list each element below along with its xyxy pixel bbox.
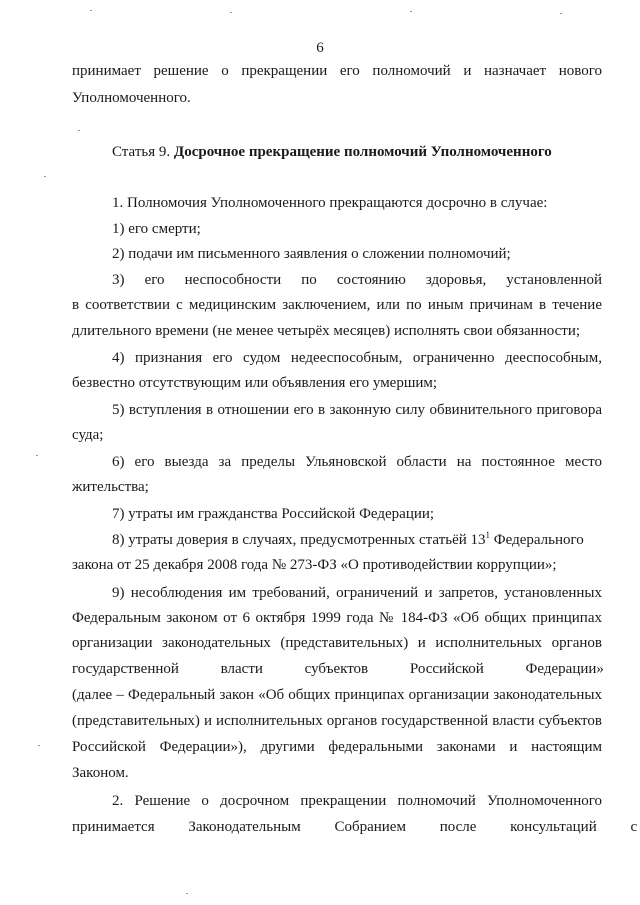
text-line: жительства; [72,479,149,495]
text-line: в соответствии с медицинским заключением, или по иным причинам в течение [72,297,602,313]
scan-speck [90,10,92,11]
text-line: суда; [72,427,104,443]
text-line: (далее – Федеральный закон «Об общих принципах организации законодательных [72,687,602,703]
list-item-6: 6) его выезда за пределы Ульяновской области на постоянное место [112,454,602,470]
scan-speck [36,455,38,456]
text-fragment: 8) утраты доверия в случаях, предусмотренных статьёй 13 [112,532,486,548]
scan-speck [560,13,562,14]
article-title: Досрочное прекращение полномочий Уполномоченного [173,144,552,160]
list-item-1: 1) его смерти; [112,221,201,237]
text-line: Федеральным законом от 6 октября 1999 года № 184-ФЗ «Об общих принципах [72,610,602,626]
scan-speck [186,893,188,894]
list-item-2: 2) подачи им письменного заявления о сложении полномочий; [112,246,511,262]
list-item-3: 3) его неспособности по состоянию здоровья, установленной [112,272,602,288]
text-line: организации законодательных (представительных) и исполнительных органов [72,635,602,651]
paragraph-1-intro: 1. Полномочия Уполномоченного прекращаются досрочно в случае: [112,195,548,211]
scan-speck [44,176,46,177]
scan-speck [78,130,80,131]
text-line: Законом. [72,765,129,781]
text-line: (представительных) и исполнительных органов государственной власти субъектов [72,713,602,729]
text-line: закона от 25 декабря 2008 года № 273-ФЗ «О противодействии коррупции»; [72,557,557,573]
text-line: Уполномоченного. [72,90,191,106]
page-number: 6 [316,40,324,56]
paragraph-2: 2. Решение о досрочном прекращении полномочий Уполномоченного [112,793,602,809]
text-fragment: Федерального [490,532,584,548]
text-line: длительного времени (не менее четырёх месяцев) исполнять свои обязанности; [72,323,581,339]
article-number: Статья 9. [112,144,174,160]
list-item-8 [112,531,602,549]
scan-speck [230,12,232,13]
list-item-7: 7) утраты им гражданства Российской Федерации; [112,506,435,522]
text-line: безвестно отсутствующим или объявления его умершим; [72,375,438,391]
scan-speck [38,745,40,746]
scan-speck [410,11,412,12]
text-line: принимает решение о прекращении его полномочий и назначает нового [72,63,602,79]
list-item-5: 5) вступления в отношении его в законную силу обвинительного приговора [112,402,602,418]
text-line: государственной власти субъектов Российской Федерации» [72,661,604,677]
list-item-9: 9) несоблюдения им требований, ограничений и запретов, установленных [112,585,602,601]
text-line: принимается Законодательным Собранием после консультаций с [72,819,638,835]
article-heading [112,143,552,161]
superscript: 1 [485,530,491,540]
text-line: Российской Федерации»), другими федеральными законами и настоящим [72,739,602,755]
list-item-4: 4) признания его судом недееспособным, ограниченно дееспособным, [112,350,602,366]
